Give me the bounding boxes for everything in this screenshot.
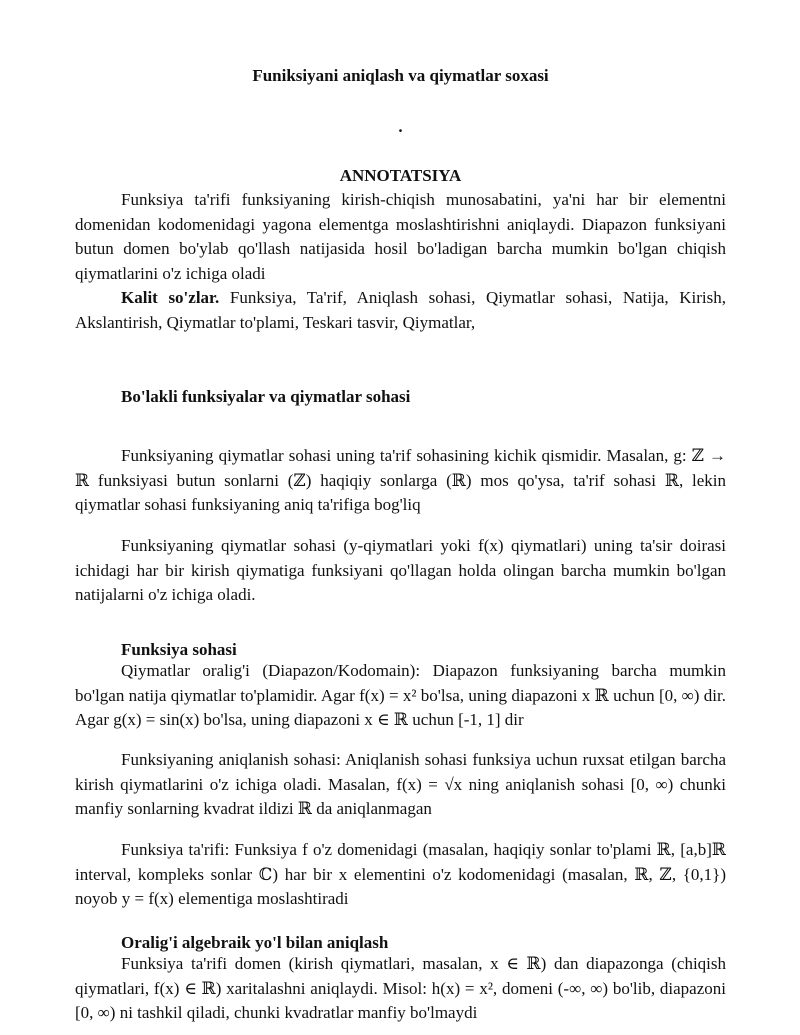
section2-paragraph-3: Funksiya ta'rifi: Funksiya f o'z domenidagi (masalan, haqiqiy sonlar to'plami ℝ, [a,b]ℝ interval, kompleks sonlar ℂ) har bir x elementini o'z kodomenidagi (masalan, ℝ, ℤ, {0,1}) noyob y = f(x) elementiga moslashtiradi <box>75 840 726 908</box>
section-heading-piecewise: Bo'lakli funksiyalar va qiymatlar sohasi <box>121 387 411 406</box>
section-heading-function-domain: Funksiya sohasi <box>121 640 237 659</box>
annotation-paragraph: Funksiya ta'rifi funksiyaning kirish-chiqish munosabatini, ya'ni har bir elementni domenidan kodomenidagi yagona elementga moslashtirishni aniqlaydi. Diapazon funksiyani butun domen bo'ylab qo'llash natijasida hosil bo'ladigan barcha mumkin bo'lgan chiqish qiymatlarini o'z ichiga oladi <box>75 190 726 283</box>
annotation-heading: ANNOTATSIYA <box>339 166 462 185</box>
section-heading-algebraic: Oralig'i algebraik yo'l bilan aniqlash <box>121 933 389 952</box>
keywords-text: Funksiya, Ta'rif, Aniqlash sohasi, Qiymatlar sohasi, Natija, Kirish, Akslantirish, Qiymatlar to'plami, Teskari tasvir, Qiymatlar, <box>75 288 726 332</box>
title-separator-dot: . <box>398 117 403 136</box>
section2-paragraph-2: Funksiyaning aniqlanish sohasi: Aniqlanish sohasi funksiya uchun ruxsat etilgan barcha kirish qiymatlarini o'z ichiga oladi. Masalan, f(x) = √x ning aniqlanish sohasi [0, ∞) chunki manfiy sonlarning kvadrat ildizi ℝ da aniqlanmagan <box>75 750 726 818</box>
keywords-paragraph <box>75 286 726 335</box>
section1-paragraph-2: Funksiyaning qiymatlar sohasi (y-qiymatlari yoki f(x) qiymatlari) uning ta'sir doirasi ichidagi har bir kirish qiymatiga funksiyani qo'llagan holda olingan barcha mumkin bo'lgan natijalarni o'z ichiga oladi. <box>75 536 726 604</box>
document-title: Funiksiyani aniqlash va qiymatlar soxasi <box>252 66 549 85</box>
section2-paragraph-1: Qiymatlar oralig'i (Diapazon/Kodomain): Diapazon funksiyaning barcha mumkin bo'lgan natija qiymatlar to'plamidir. Agar f(x) = x² bo'lsa, uning diapazoni x ℝ uchun [0, ∞) dir. Agar g(x) = sin(x) bo'lsa, uning diapazoni x ∈ ℝ uchun [-1, 1] dir <box>75 661 726 729</box>
section3-paragraph-1: Funksiya ta'rifi domen (kirish qiymatlari, masalan, x ∈ ℝ) dan diapazonga (chiqish qiymatlari, f(x) ∈ ℝ) xaritalashni aniqlaydi. Misol: h(x) = x², domeni (-∞, ∞) bo'lib, diapazoni [0, ∞) ni tashkil qiladi, chunki kvadratlar manfiy bo'lmaydi <box>75 954 726 1022</box>
section1-paragraph-1: Funksiyaning qiymatlar sohasi uning ta'rif sohasining kichik qismidir. Masalan, g: ℤ → ℝ funksiyasi butun sonlarni (ℤ) haqiqiy sonlarga (ℝ) mos qo'ysa, ta'rif sohasi ℝ, lekin qiymatlar sohasi funksiyaning aniq ta'rifiga bog'liq <box>75 446 726 514</box>
keywords-label: Kalit so'zlar. <box>121 288 220 307</box>
